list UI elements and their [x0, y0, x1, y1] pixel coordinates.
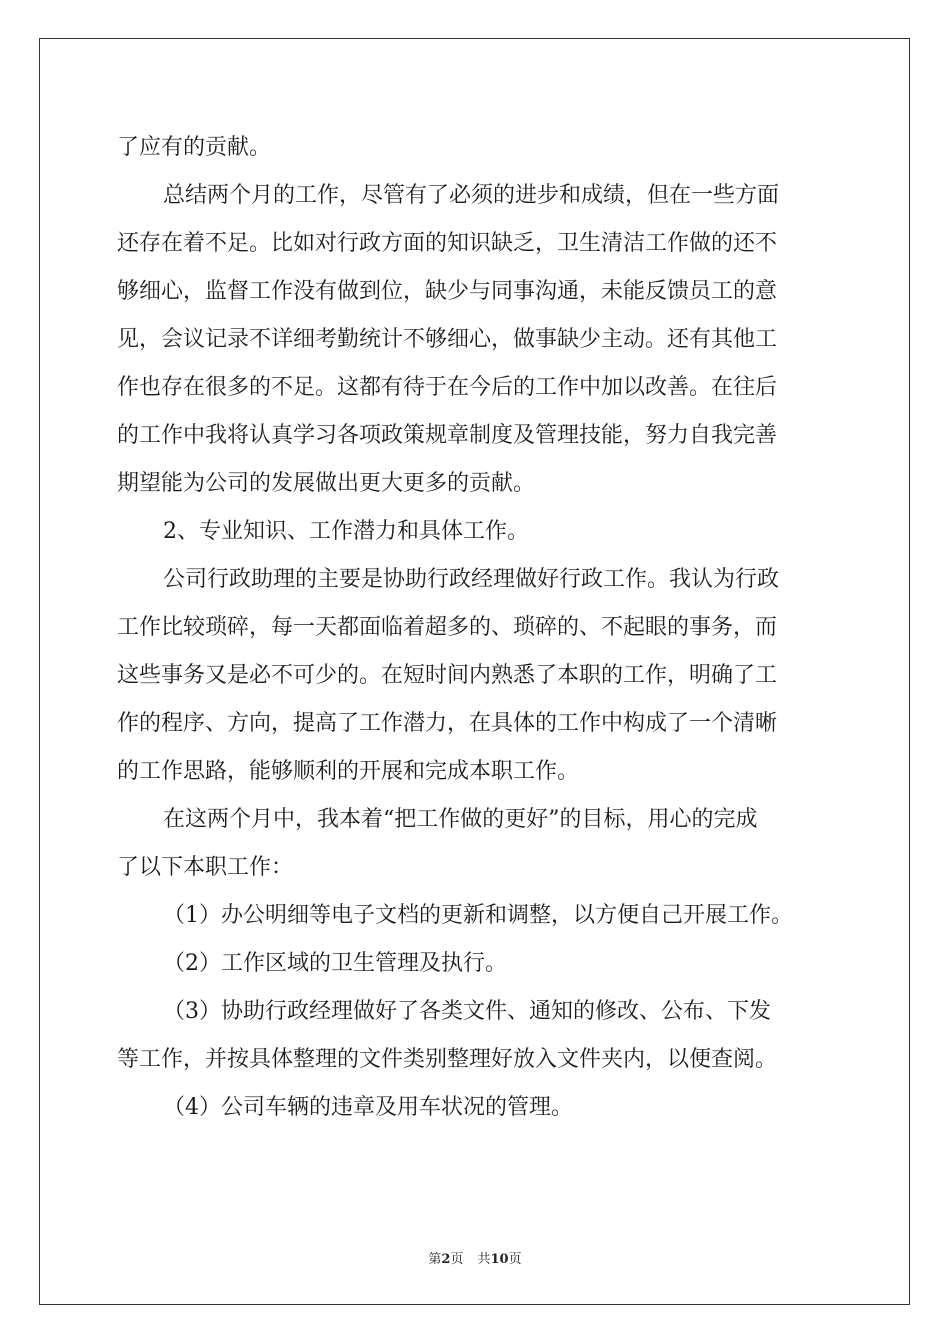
total-suffix: 页	[508, 1252, 522, 1267]
body-line: 了以下本职工作：	[117, 855, 294, 880]
body-line: 期望能为公司的发展做出更大更多的贡献。	[117, 471, 536, 496]
body-line: 的工作思路，能够顺利的开展和完成本职工作。	[117, 759, 580, 784]
page-suffix: 页	[450, 1252, 464, 1267]
body-line: 总结两个月的工作，尽管有了必须的进步和成绩，但在一些方面	[163, 183, 780, 208]
page-footer	[0, 1248, 950, 1267]
total-prefix: 共	[477, 1252, 491, 1267]
list-item: （3）协助行政经理做好了各类文件、通知的修改、公布、下发	[163, 999, 771, 1024]
body-line: 的工作中我将认真学习各项政策规章制度及管理技能，努力自我完善	[117, 423, 778, 448]
body-line: 作的程序、方向，提高了工作潜力，在具体的工作中构成了一个清晰	[117, 711, 778, 736]
body-line: 在这两个月中，我本着“把工作做的更好”的目标，用心的完成	[163, 807, 758, 832]
page-prefix: 第	[428, 1252, 442, 1267]
list-item: （4）公司车辆的违章及用车状况的管理。	[163, 1095, 573, 1120]
list-item-continuation: 等工作，并按具体整理的文件类别整理好放入文件夹内，以便查阅。	[117, 1047, 778, 1072]
list-item: （2）工作区域的卫生管理及执行。	[163, 951, 507, 976]
body-line: 这些事务又是必不可少的。在短时间内熟悉了本职的工作，明确了工	[117, 663, 778, 688]
body-line: 还存在着不足。比如对行政方面的知识缺乏，卫生清洁工作做的还不	[117, 231, 778, 256]
body-line: 作也存在很多的不足。这都有待于在今后的工作中加以改善。在往后	[117, 375, 778, 400]
page-number: 2	[441, 1252, 451, 1267]
body-line: 公司行政助理的主要是协助行政经理做好行政工作。我认为行政	[163, 567, 780, 592]
document-body	[117, 124, 833, 1132]
body-line: 见，会议记录不详细考勤统计不够细心，做事缺少主动。还有其他工	[117, 327, 778, 352]
body-line: 工作比较琐碎，每一天都面临着超多的、琐碎的、不起眼的事务，而	[117, 615, 778, 640]
list-item: （1）办公明细等电子文档的更新和调整，以方便自己开展工作。	[163, 903, 793, 928]
page-total: 10	[490, 1252, 509, 1267]
section-heading: 2、专业知识、工作潜力和具体工作。	[163, 519, 529, 544]
body-line: 了应有的贡献。	[117, 135, 272, 160]
body-line: 够细心，监督工作没有做到位，缺少与同事沟通，未能反馈员工的意	[117, 279, 778, 304]
